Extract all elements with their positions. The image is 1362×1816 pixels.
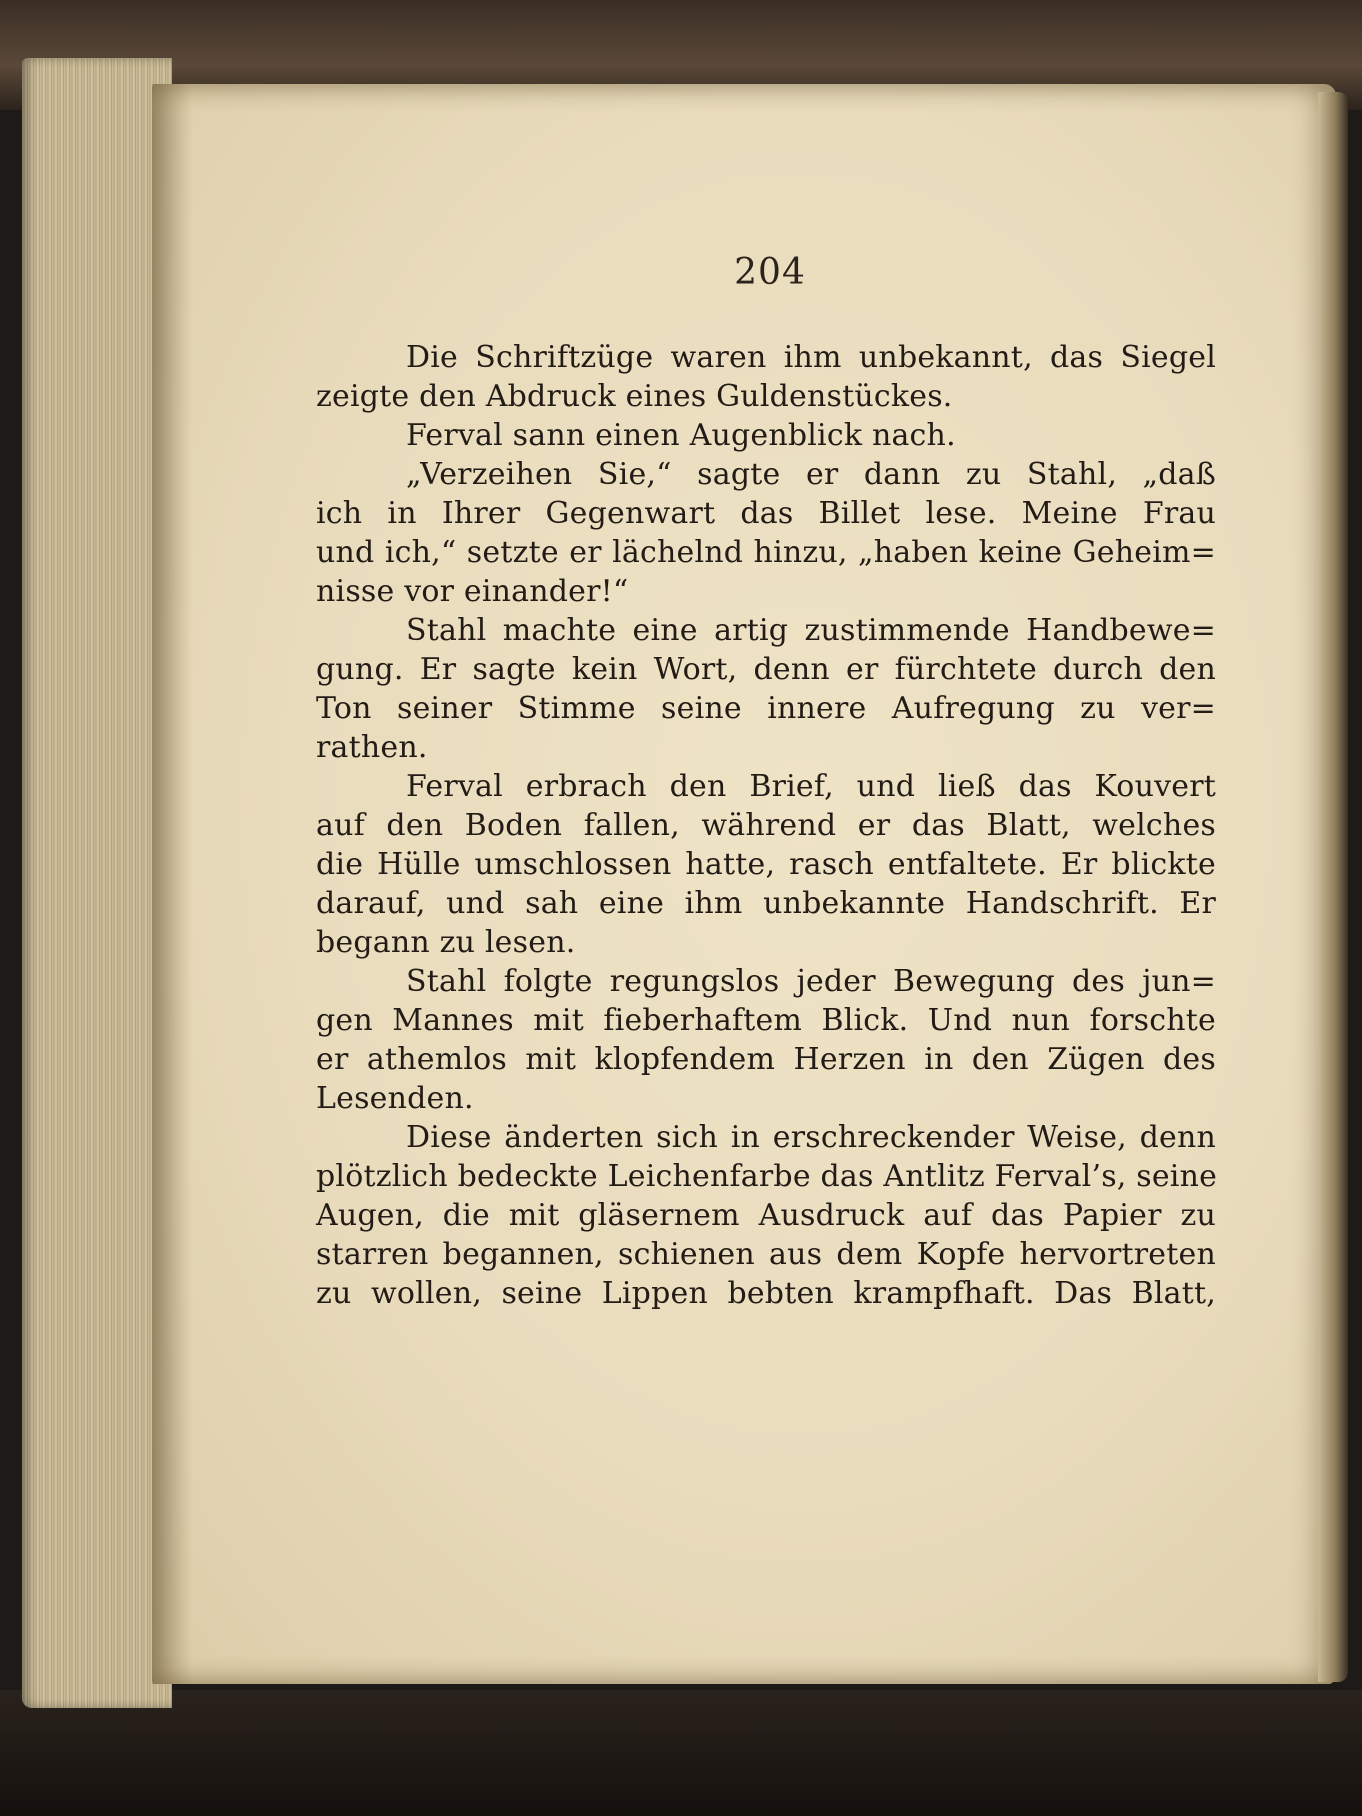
text-line: Die Schriftzüge waren ihm unbekannt, das Siegel [406,340,1216,375]
text-line: Diese änderten sich in erschreckender Weise, denn [406,1120,1216,1155]
text-line: „Verzeihen Sie,“ sagte er dann zu Stahl, „daß [406,457,1216,492]
text-line: und ich,“ setzte er lächelnd hinzu, „haben keine Geheim= [316,535,1216,570]
page-edges [22,58,172,1708]
text-line: Ferval erbrach den Brief, und ließ das Kouvert [406,769,1216,804]
text-line: Stahl folgte regungslos jeder Bewegung des jun= [406,964,1216,999]
text-line: auf den Boden fallen, während er das Blatt, welches [316,808,1216,843]
text-line: Stahl machte eine artig zustimmende Handbewe= [406,613,1216,648]
text-line: begann zu lesen. [316,925,576,960]
text-line: ich in Ihrer Gegenwart das Billet lese. Meine Frau [316,496,1216,531]
text-line: plötzlich bedeckte Leichenfarbe das Antlitz Ferval’s, seine [316,1159,1218,1194]
text-line: gen Mannes mit fieberhaftem Blick. Und nun forschte [316,1003,1216,1038]
text-line: darauf, und sah eine ihm unbekannte Handschrift. Er [316,886,1216,921]
text-line: rathen. [316,730,428,765]
page-right-edge [1318,92,1348,1682]
text-line: zu wollen, seine Lippen bebten krampfhaft. Das Blatt, [316,1276,1216,1311]
page-number: 204 [734,252,806,293]
gutter-shadow [152,84,192,1684]
text-line: nisse vor einander!“ [316,574,629,609]
text-line: starren begannen, schienen aus dem Kopfe hervortreten [316,1237,1216,1272]
text-line: er athemlos mit klopfendem Herzen in den Zügen des [316,1042,1216,1077]
book-cover-bottom [0,1690,1362,1816]
text-line: gung. Er sagte kein Wort, denn er fürchtete durch den [316,652,1216,687]
text-line: Ton seiner Stimme seine innere Aufregung zu ver= [316,691,1216,726]
text-line: die Hülle umschlossen hatte, rasch entfaltete. Er blickte [316,847,1216,882]
text-line: Lesenden. [316,1081,474,1116]
text-line: zeigte den Abdruck eines Guldenstückes. [316,379,953,414]
text-line: Ferval sann einen Augenblick nach. [406,418,956,453]
text-line: Augen, die mit gläsernem Ausdruck auf das Papier zu [316,1198,1216,1233]
body-text [316,338,1216,1313]
